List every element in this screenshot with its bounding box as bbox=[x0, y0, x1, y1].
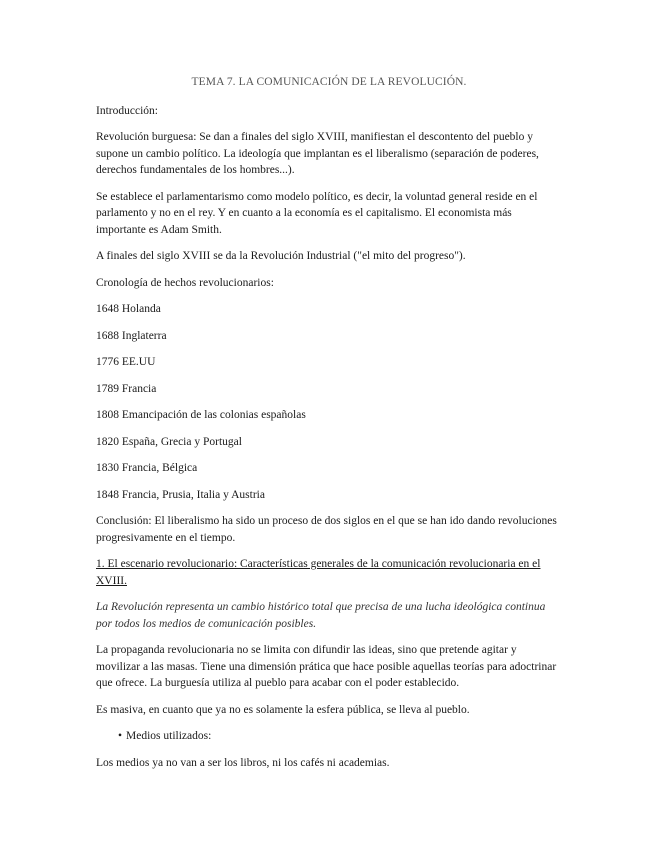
chronology-item: 1808 Emancipación de las colonias españolas bbox=[96, 409, 306, 421]
chronology-item: 1688 Inglaterra bbox=[96, 329, 167, 342]
document-title: TEMA 7. LA COMUNICACIÓN DE LA REVOLUCIÓN. bbox=[191, 76, 467, 88]
intro-heading: Introducción: bbox=[96, 104, 158, 117]
chronology-item: 1789 Francia bbox=[96, 382, 157, 395]
bullet-text: Medios utilizados: bbox=[126, 730, 212, 742]
chronology-item: 1776 EE.UU bbox=[96, 356, 156, 368]
paragraph-medios: Los medios ya no van a ser los libros, ni los cafés ni academias. bbox=[96, 756, 390, 769]
document-page bbox=[96, 74, 562, 781]
chronology-item: 1820 España, Grecia y Portugal bbox=[96, 435, 242, 448]
chronology-list bbox=[96, 301, 562, 503]
paragraph-revolucion-industrial: A finales del siglo XVIII se da la Revolución Industrial ("el mito del progreso"). bbox=[96, 250, 466, 262]
conclusion-paragraph: Conclusión: El liberalismo ha sido un proceso de dos siglos en el que se han ido dando revoluciones progresivamente en el tiempo. bbox=[96, 515, 557, 544]
bullet-mark: • bbox=[118, 730, 123, 742]
chronology-item: 1648 Holanda bbox=[96, 303, 161, 315]
paragraph-revolucion-burguesa: Revolución burguesa: Se dan a finales del siglo XVIII, manifiestan el descontento del pueblo y supone un cambio político. La ideología que implantan es el liberalismo (separación de poderes, derechos fundamentales de los hombres...). bbox=[96, 131, 539, 176]
bullet-medios-utilizados bbox=[96, 728, 562, 745]
paragraph-propaganda: La propaganda revolucionaria no se limita con difundir las ideas, sino que pretende agitar y movilizar a las masas. Tiene una dimensión prática que hace posible aquellas teorías para adoctrinar que ofrece. La burguesía utiliza al pueblo para acabar con el poder establecido. bbox=[96, 644, 557, 689]
paragraph-parlamentarismo: Se establece el parlamentarismo como modelo político, es decir, la voluntad general reside en el parlamento y no en el rey. Y en cuanto a la economía es el capitalismo. El economista más importante es Adam Smith. bbox=[96, 190, 538, 236]
chronology-item: 1830 Francia, Bélgica bbox=[96, 462, 198, 474]
paragraph-masiva: Es masiva, en cuanto que ya no es solamente la esfera pública, se lleva al pueblo. bbox=[96, 703, 470, 716]
section-1-italic-quote: La Revolución representa un cambio histórico total que precisa de una lucha ideológica continua por todos los medios de comunicación posibles. bbox=[96, 601, 546, 630]
chronology-heading: Cronología de hechos revolucionarios: bbox=[96, 276, 274, 289]
chronology-item: 1848 Francia, Prusia, Italia y Austria bbox=[96, 488, 265, 501]
section-1-heading: 1. El escenario revolucionario: Características generales de la comunicación revolucionaria en el XVIII. bbox=[96, 558, 541, 587]
